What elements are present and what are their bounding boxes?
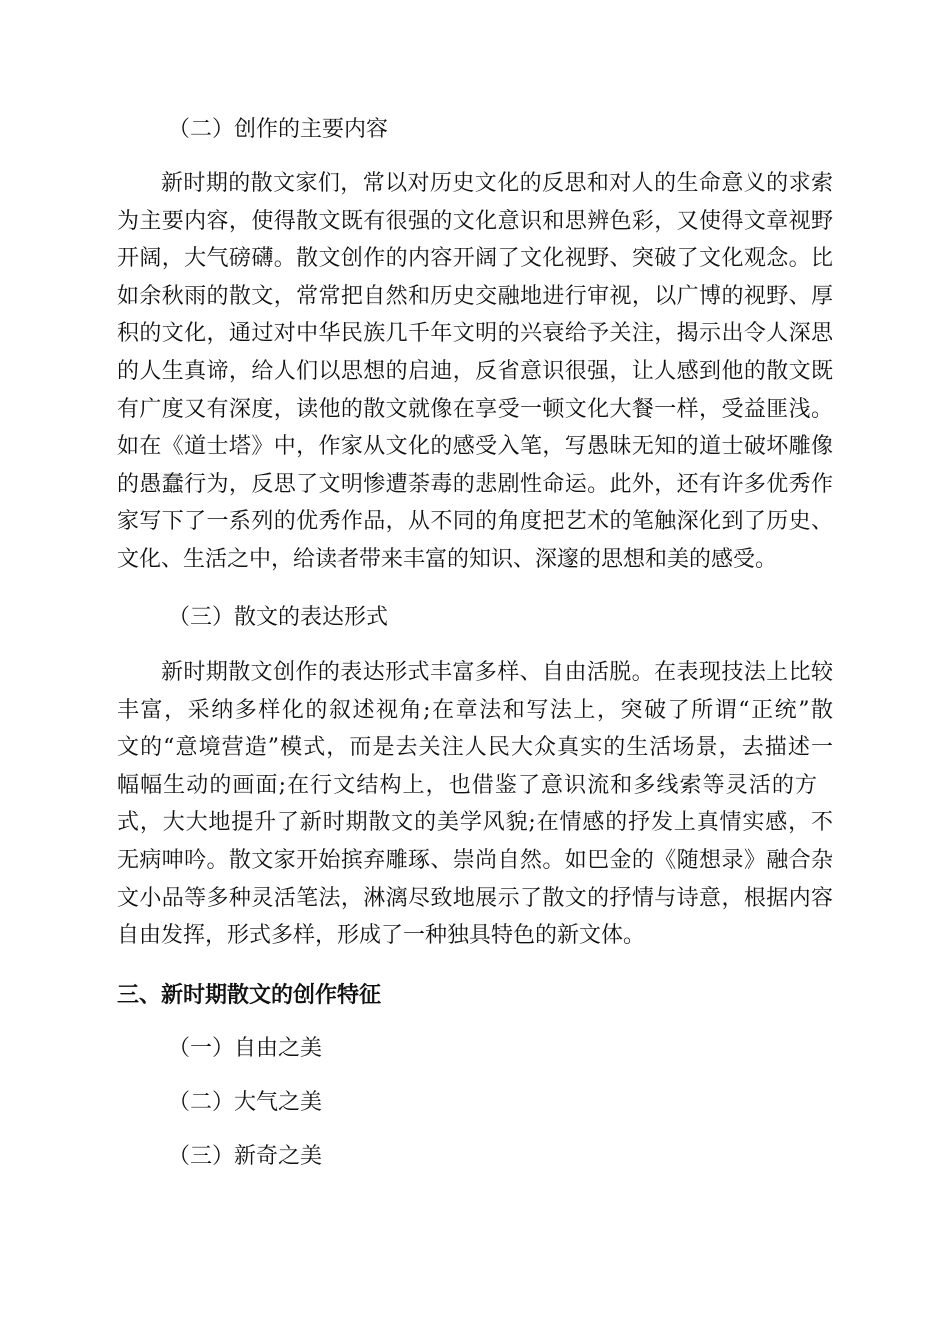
paragraph-line: 开阔，大气磅礴。散文创作的内容开阔了文化视野、突破了文化观念。比 bbox=[117, 246, 833, 272]
section-heading-creative-features: 三、新时期散文的创作特征 bbox=[117, 982, 382, 1008]
paragraph-main-content bbox=[117, 165, 833, 579]
paragraph-line: 积的文化，通过对中华民族几千年文明的兴衰给予关注，揭示出令人深思 bbox=[117, 321, 833, 347]
paragraph-line: 无病呻吟。散文家开始摈弃雕琢、崇尚自然。如巴金的《随想录》融合杂 bbox=[117, 847, 833, 873]
paragraph-line: 新时期散文创作的表达形式丰富多样、自由活脱。在表现技法上比较 bbox=[161, 660, 833, 685]
paragraph-line: 的愚蠢行为，反思了文明惨遭荼毒的悲剧性命运。此外，还有许多优秀作 bbox=[117, 471, 833, 497]
subheading-main-content: （二）创作的主要内容 bbox=[168, 117, 389, 142]
paragraph-line: 新时期的散文家们，常以对历史文化的反思和对人的生命意义的求索 bbox=[161, 171, 833, 196]
subheading-novelty-beauty: （三）新奇之美 bbox=[168, 1144, 323, 1169]
paragraph-expression-form bbox=[117, 654, 833, 955]
paragraph-line: 家写下了一系列的优秀作品，从不同的角度把艺术的笔触深化到了历史、 bbox=[117, 509, 833, 535]
paragraph-line: 自由发挥，形式多样，形成了一种独具特色的新文体。 bbox=[117, 923, 646, 949]
paragraph-line: 如在《道士塔》中，作家从文化的感受入笔，写愚昧无知的道士破坏雕像 bbox=[117, 434, 833, 460]
subheading-expression-form: （三）散文的表达形式 bbox=[168, 605, 389, 630]
paragraph-line: 丰富，采纳多样化的叙述视角;在章法和写法上，突破了所谓“正统”散 bbox=[117, 697, 833, 723]
paragraph-line: 文小品等多种灵活笔法，淋漓尽致地展示了散文的抒情与诗意，根据内容 bbox=[117, 885, 833, 911]
paragraph-line: 如余秋雨的散文，常常把自然和历史交融地进行审视，以广博的视野、厚 bbox=[117, 283, 833, 309]
subheading-freedom-beauty: （一）自由之美 bbox=[168, 1036, 323, 1061]
subheading-grandeur-beauty: （二）大气之美 bbox=[168, 1090, 323, 1115]
paragraph-line: 的人生真谛，给人们以思想的启迪，反省意识很强，让人感到他的散文既 bbox=[117, 358, 833, 384]
paragraph-line: 幅幅生动的画面;在行文结构上，也借鉴了意识流和多线索等灵活的方 bbox=[117, 772, 817, 798]
paragraph-line: 为主要内容，使得散文既有很强的文化意识和思辨色彩，又使得文章视野 bbox=[117, 208, 833, 234]
paragraph-line: 文的“意境营造”模式，而是去关注人民大众真实的生活场景，去描述一 bbox=[117, 735, 833, 761]
paragraph-line: 文化、生活之中，给读者带来丰富的知识、深邃的思想和美的感受。 bbox=[117, 546, 778, 572]
paragraph-line: 有广度又有深度，读他的散文就像在享受一顿文化大餐一样，受益匪浅。 bbox=[117, 396, 833, 422]
paragraph-line: 式，大大地提升了新时期散文的美学风貌;在情感的抒发上真情实感，不 bbox=[117, 810, 833, 836]
